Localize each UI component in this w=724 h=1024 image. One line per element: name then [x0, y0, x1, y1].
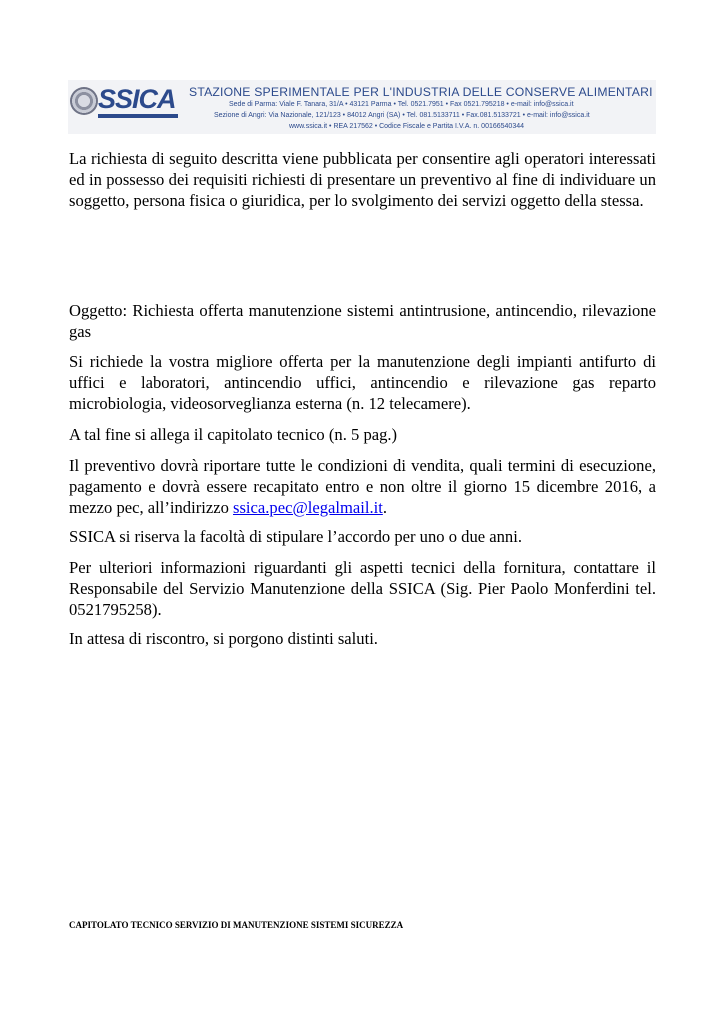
ssica-logo: SSICA: [98, 84, 176, 114]
logo-underline: [98, 114, 178, 118]
subject-line: Oggetto: Richiesta offerta manutenzione sistemi antintrusione, antincendio, rilevazione gas: [69, 301, 656, 341]
pec-email-link[interactable]: ssica.pec@legalmail.it: [233, 498, 383, 517]
reserve-paragraph: SSICA si riserva la facoltà di stipulare l’accordo per uno o due anni.: [69, 527, 522, 546]
address-parma: Sede di Parma: Viale F. Tanara, 31/A • 43121 Parma • Tel. 0521.7951 • Fax 0521.795218 • e-mail: info@ssica.it: [229, 101, 574, 108]
quote-text-end: .: [382, 498, 387, 517]
quote-text: Il preventivo dovrà riportare tutte le condizioni di vendita, quali termini di esecuzione, pagamento e dovrà essere recapitato entro e non oltre il giorno 15 dicembre 2016, a mezzo pec, all’indirizzo: [69, 456, 656, 517]
closing-paragraph: In attesa di riscontro, si porgono distinti saluti.: [69, 629, 378, 648]
org-name: STAZIONE SPERIMENTALE PER L'INDUSTRIA DELLE CONSERVE ALIMENTARI: [189, 85, 653, 99]
emblem-seal-icon: [70, 87, 98, 115]
attachment-paragraph: A tal fine si allega il capitolato tecnico (n. 5 pag.): [69, 425, 398, 444]
intro-paragraph: La richiesta di seguito descritta viene pubblicata per consentire agli operatori interessati ed in possesso dei requisiti richiesti di presentare un preventivo al fine di individuare un soggetto, persona fisica o giuridica, per lo svolgimento dei servizi oggetto della stessa.: [69, 149, 656, 210]
info-paragraph: Per ulteriori informazioni riguardanti gli aspetti tecnici della fornitura, contattare il Responsabile del Servizio Manutenzione della SSICA (Sig. Pier Paolo Monferdini tel. 0521795258).: [69, 558, 656, 619]
footer-title: CAPITOLATO TECNICO SERVIZIO DI MANUTENZIONE SISTEMI SICUREZZA: [69, 920, 404, 930]
quote-paragraph: [69, 455, 656, 518]
request-paragraph: Si richiede la vostra migliore offerta per la manutenzione degli impianti antifurto di uffici e laboratori, antincendio uffici, antincendio e rilevazione gas reparto microbiologia, videosorveglianza esterna (n. 12 telecamere).: [69, 352, 656, 413]
org-registry: www.ssica.it • REA 217562 • Codice Fiscale e Partita I.V.A. n. 00166540344: [289, 123, 524, 130]
letterhead: [68, 80, 656, 134]
address-angri: Sezione di Angri: Via Nazionale, 121/123 • 84012 Angri (SA) • Tel. 081.5133711 • Fax.081.5133721 • e-mail: info@ssica.it: [214, 112, 590, 119]
